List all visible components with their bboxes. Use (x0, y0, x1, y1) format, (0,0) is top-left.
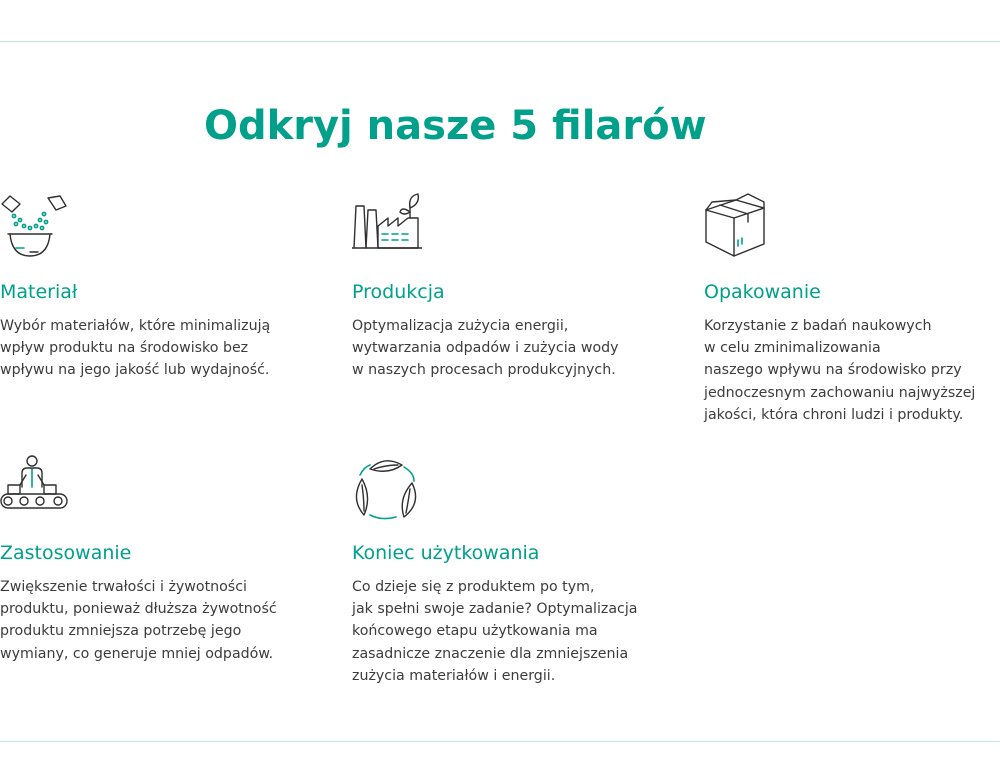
pillar-heading: Zastosowanie (0, 542, 132, 564)
pillar-description: Zwiększenie trwałości i żywotności produktu, ponieważ dłuższa żywotność produktu zmniejsza potrzebę jego wymiany, co generuje mniej odpadów. (0, 579, 277, 662)
worker-conveyor-icon (0, 453, 70, 523)
pillar-heading: Produkcja (352, 281, 445, 303)
page-title: Odkryj nasze 5 filarów (204, 103, 707, 149)
pillar-heading: Opakowanie (704, 281, 821, 303)
package-box-icon (704, 192, 774, 262)
bottom-divider (0, 741, 1000, 742)
recycle-leaves-icon (352, 453, 422, 523)
pillar-heading: Materiał (0, 281, 78, 303)
factory-leaf-icon (352, 192, 422, 262)
pillar-description: Optymalizacja zużycia energii, wytwarzania odpadów i zużycia wody w naszych procesach produkcyjnych. (352, 318, 619, 379)
pillar-description: Co dzieje się z produktem po tym, jak spełni swoje zadanie? Optymalizacja końcowego etapu użytkowania ma zasadnicze znaczenie dla zmniejszenia zużycia materiałów i energii. (352, 579, 638, 684)
bowl-mixing-icon (0, 192, 70, 262)
top-divider (0, 41, 1000, 42)
pillar-description: Korzystanie z badań naukowych w celu zminimalizowania naszego wpływu na środowisko przy jednoczesnym zachowaniu najwyższej jakości, która chroni ludzi i produkty. (704, 318, 976, 423)
pillar-description: Wybór materiałów, które minimalizują wpływ produktu na środowisko bez wpływu na jego jakość lub wydajność. (0, 318, 271, 379)
pillar-heading: Koniec użytkowania (352, 542, 540, 564)
